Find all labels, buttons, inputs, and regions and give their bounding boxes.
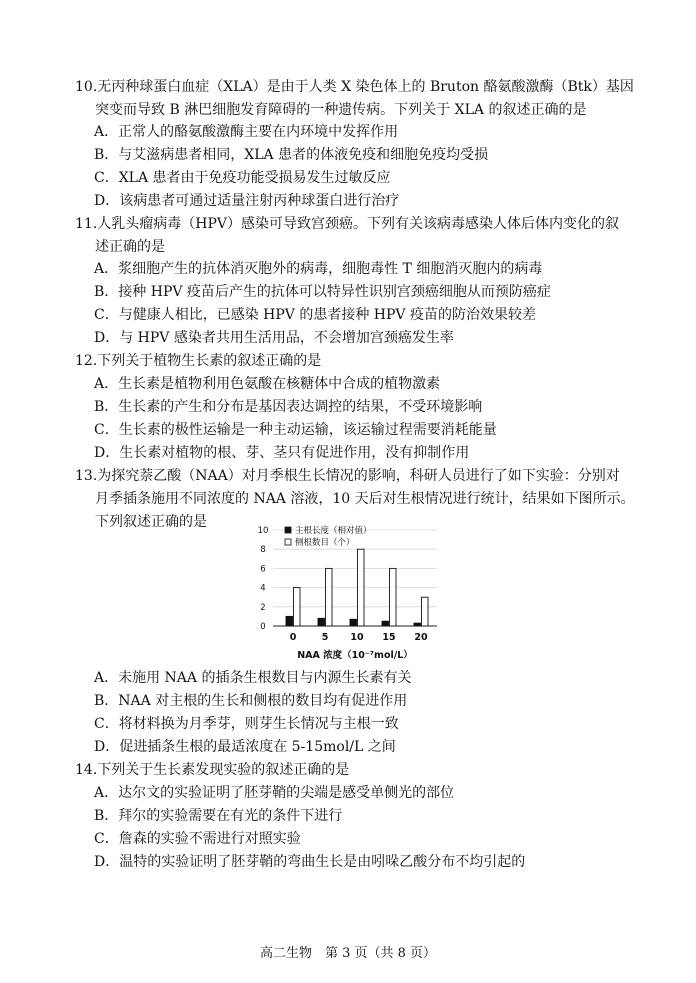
chart-y-tick-label: 4	[260, 583, 266, 594]
question-11-option-d: D．与 HPV 感染者共用生活用品，不会增加宫颈癌发生率	[94, 330, 454, 346]
question-10-line-1: 10.无丙种球蛋白血症（XLA）是由于人类 X 染色体上的 Bruton 酪氨酸激酶（Btk）基因	[75, 79, 634, 95]
bar-lateral-root-count	[358, 549, 365, 626]
question-14-stem	[75, 759, 675, 782]
page-footer: 高二生物 第 3 页（共 8 页）	[259, 946, 437, 961]
question-10-option-c: C．XLA 患者由于免疫功能受损易发生过敏反应	[94, 170, 391, 186]
chart-x-ticks	[290, 632, 428, 643]
question-12-option-a: A．生长素是植物利用色氨酸在核糖体中合成的植物激素	[94, 376, 441, 392]
bar-main-root-length	[318, 618, 325, 626]
chart-x-tick-label: 15	[382, 632, 396, 643]
question-10-option-d: D．该病患者可通过适量注射丙种球蛋白进行治疗	[94, 193, 400, 209]
legend-swatch-lateral-root	[285, 539, 291, 545]
question-13-option-a: A．未施用 NAA 的插条生根数目与内源生长素有关	[94, 670, 412, 686]
question-12-option-d: D．生长素对植物的根、芽、茎只有促进作用，没有抑制作用	[94, 445, 470, 461]
question-11-stem	[75, 213, 675, 259]
bar-lateral-root-count	[422, 597, 429, 626]
question-11-option-a: A．浆细胞产生的抗体消灭胞外的病毒，细胞毒性 T 细胞消灭胞内的病毒	[94, 261, 543, 277]
bar-main-root-length	[382, 621, 389, 626]
bar-lateral-root-count	[326, 568, 333, 626]
bar-lateral-root-count	[390, 568, 397, 626]
chart-y-tick-label: 0	[260, 622, 266, 632]
question-14-option-a: A．达尔文的实验证明了胚芽鞘的尖端是感受单侧光的部位	[94, 785, 455, 801]
question-12-option-c: C．生长素的极性运输是一种主动运输，该运输过程需要消耗能量	[94, 422, 497, 438]
question-10-stem	[75, 76, 675, 122]
chart-y-tick-label: 6	[260, 564, 266, 575]
legend-label-main-root: 主根长度（相对值）	[295, 526, 372, 536]
question-12-line-1: 12.下列关于植物生长素的叙述正确的是	[75, 353, 322, 369]
question-14-line-1: 14.下列关于生长素发现实验的叙述正确的是	[75, 762, 350, 778]
question-13-option-b: B．NAA 对主根的生长和侧根的数目均有促进作用	[94, 693, 408, 709]
chart-y-tick-label: 2	[260, 602, 266, 613]
bar-lateral-root-count	[294, 588, 301, 626]
chart-x-tick-label: 0	[289, 632, 297, 643]
question-13-option-d: D．促进插条生根的最适浓度在 5-15mol/L 之间	[94, 739, 396, 755]
bar-main-root-length	[350, 619, 357, 626]
legend-label-lateral-root: 侧根数目（个）	[295, 538, 355, 548]
question-13-line-2: 月季插条施用不同浓度的 NAA 溶液，10 天后对生根情况进行统计，结果如下图所示。	[95, 491, 635, 507]
question-10-option-b: B．与艾滋病患者相同，XLA 患者的体液免疫和细胞免疫均受损	[94, 147, 489, 163]
question-12-option-b: B．生长素的产生和分布是基因表达调控的结果，不受环境影响	[94, 399, 483, 415]
question-13-line-3: 下列叙述正确的是	[95, 514, 207, 530]
question-13-line-1: 13.为探究萘乙酸（NAA）对月季根生长情况的影响，科研人员进行了如下实验：分别对	[75, 468, 620, 484]
question-10-option-a: A．正常人的酪氨酸激酶主要在内环境中发挥作用	[94, 124, 399, 140]
bar-main-root-length	[414, 623, 421, 626]
chart-x-axis-label: NAA 浓度（10⁻⁷mol/L）	[297, 650, 413, 661]
question-10-line-2: 突变而导致 B 淋巴细胞发育障碍的一种遗传病。下列关于 XLA 的叙述正确的是	[95, 102, 587, 118]
question-14-option-d: D．温特的实验证明了胚芽鞘的弯曲生长是由吲哚乙酸分布不均引起的	[94, 854, 526, 870]
question-13-option-c: C．将材料换为月季芽，则芽生长情况与主根一致	[94, 716, 399, 732]
bar-main-root-length	[286, 616, 293, 626]
question-11-line-2: 述正确的是	[95, 239, 165, 255]
question-12-stem	[75, 350, 675, 373]
question-11-option-b: B．接种 HPV 疫苗后产生的抗体可以特异性识别宫颈癌细胞从而预防癌症	[94, 284, 551, 300]
question-11-line-1: 11.人乳头瘤病毒（HPV）感染可导致宫颈癌。下列有关该病毒感染人体后体内变化的叙	[75, 216, 620, 232]
question-14-option-b: B．拜尔的实验需要在有光的条件下进行	[94, 808, 343, 824]
chart-y-tick-label: 8	[260, 545, 266, 556]
legend-swatch-main-root	[285, 527, 291, 533]
chart-x-tick-label: 5	[321, 632, 329, 643]
chart-x-tick-label: 20	[414, 632, 428, 643]
naa-bar-chart	[255, 522, 445, 664]
question-14-option-c: C．詹森的实验不需进行对照实验	[94, 831, 301, 847]
chart-legend	[285, 525, 372, 548]
chart-y-tick-label: 10	[257, 526, 269, 536]
question-11-option-c: C．与健康人相比，已感染 HPV 的患者接种 HPV 疫苗的防治效果较差	[94, 307, 536, 323]
chart-y-ticks	[258, 526, 269, 632]
chart-x-tick-label: 10	[350, 632, 364, 643]
